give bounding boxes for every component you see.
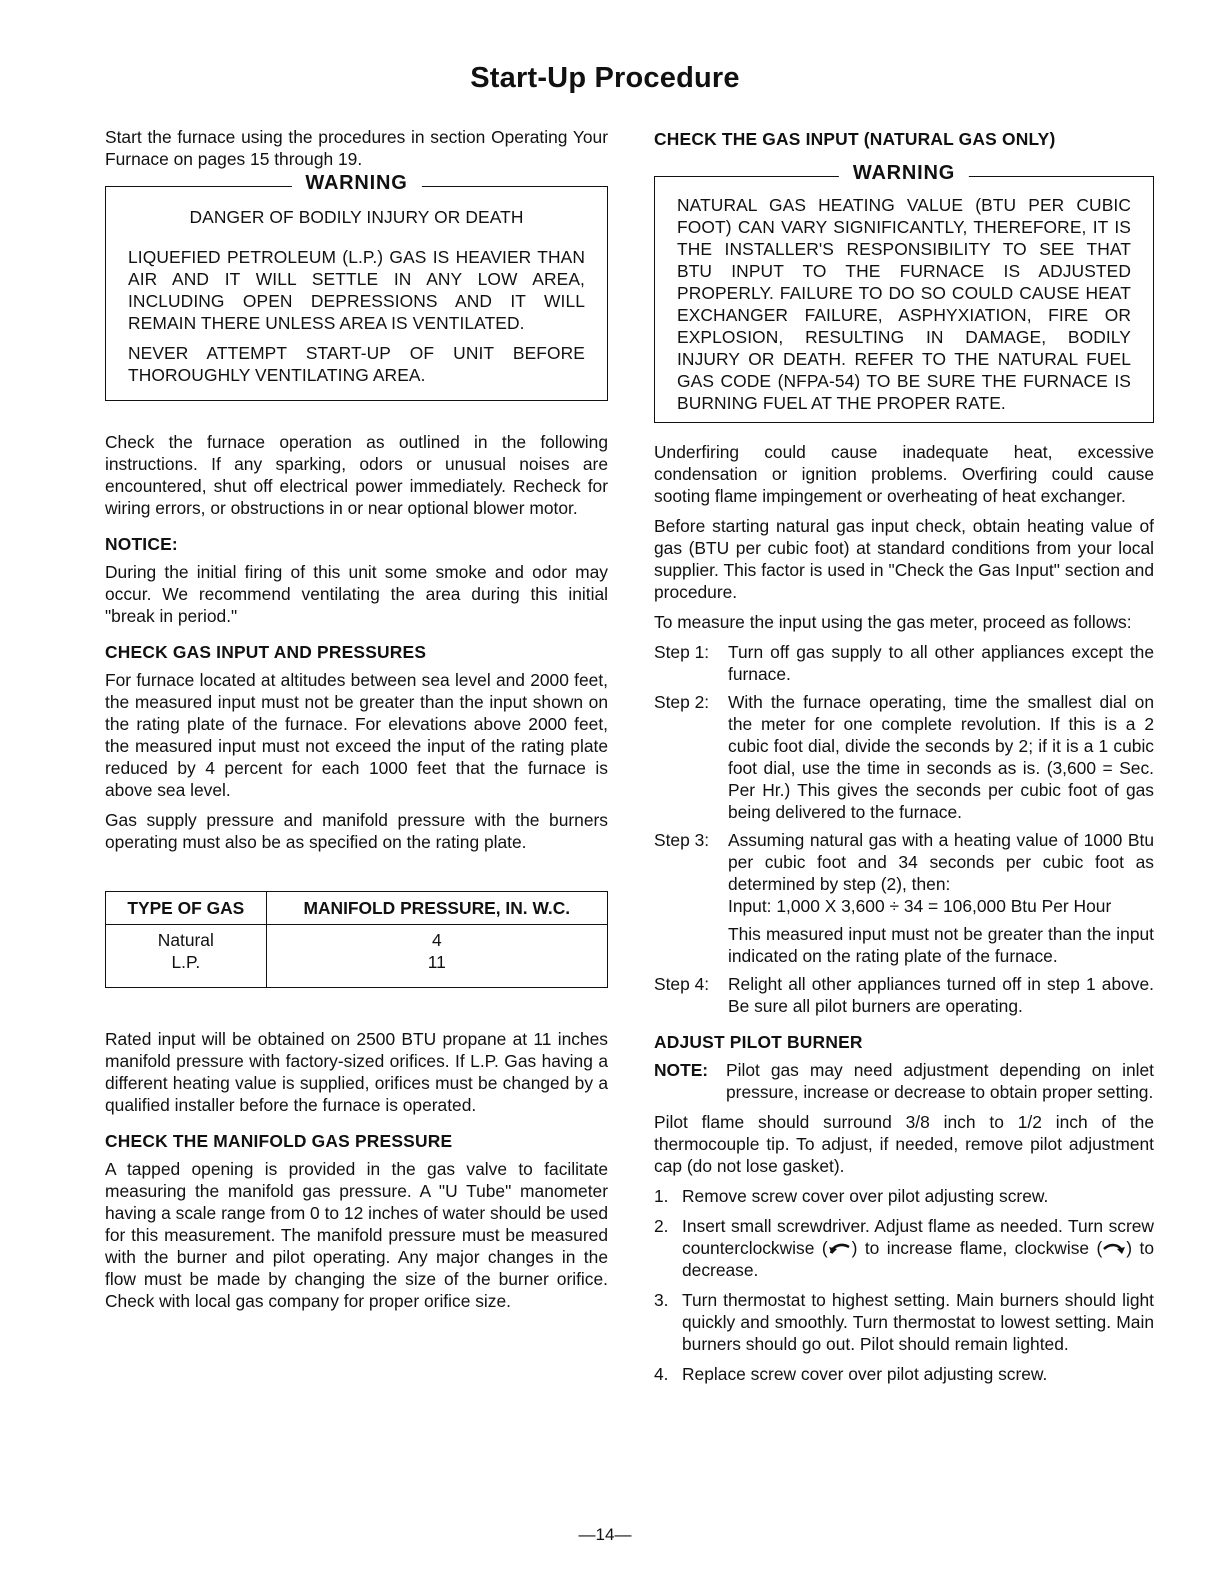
note-text: Pilot gas may need adjustment depending on inlet pressure, increase or decrease to obtain proper setting. xyxy=(726,1060,1154,1102)
step-text: Assuming natural gas with a heating value of 1000 Btu per cubic foot and 34 seconds per cubic foot as determined by step (2), then: xyxy=(728,830,1154,894)
list-text: Replace screw cover over pilot adjusting screw. xyxy=(682,1364,1048,1384)
right-column xyxy=(654,126,1154,1393)
note-label: NOTE: xyxy=(654,1060,709,1080)
list-text-part: Insert small screwdriver. Adjust flame as needed. Turn screw counterclockwise ( xyxy=(682,1216,1154,1258)
manifold-pressure-paragraph: A tapped opening is provided in the gas valve to facilitate measuring the manifold gas pressure. A "U Tube" manometer having a scale range from 0 to 12 inches of water should be used for this measurement. The manifold pressure must be measured with the burner and pilot operating. Any major changes in the flow must be made by changing the size of the burner orifice. Check with local gas company for proper orifice size. xyxy=(105,1159,608,1311)
natural-gas-warning-box xyxy=(654,162,1154,423)
input-note: This measured input must not be greater than the input indicated on the rating plate of the furnace. xyxy=(728,924,1154,966)
intro-paragraph: Start the furnace using the procedures in section Operating Your Furnace on pages 15 through 19. xyxy=(105,127,608,169)
step-text: Turn off gas supply to all other appliances except the furnace. xyxy=(728,642,1154,684)
list-number: 1. xyxy=(654,1186,669,1206)
table-row xyxy=(106,925,608,988)
gas-input-paragraph-2: Gas supply pressure and manifold pressure with the burners operating must also be as specified on the rating plate. xyxy=(105,810,608,852)
list-text: Turn thermostat to highest setting. Main burners should light quickly and smoothly. Turn thermostat to lowest setting. Main burners should go out. Pilot should remain lighted. xyxy=(682,1290,1154,1354)
list-text: Remove screw cover over pilot adjusting screw. xyxy=(682,1186,1049,1206)
warning-lp-paragraph: LIQUEFIED PETROLEUM (L.P.) GAS IS HEAVIER THAN AIR AND IT WILL SETTLE IN ANY LOW AREA, INCLUDING OPEN DEPRESSIONS AND IT WILL REMAIN THERE UNLESS AREA IS VENTILATED. xyxy=(128,247,585,333)
gas-input-natural-heading: CHECK THE GAS INPUT (NATURAL GAS ONLY) xyxy=(654,129,1056,149)
rated-input-paragraph: Rated input will be obtained on 2500 BTU propane at 11 inches manifold pressure with factory-sized orifices. If L.P. Gas having a different heating value is supplied, orifices must be changed by a qualified installer before the furnace is operated. xyxy=(105,1029,608,1115)
step-label: Step 4: xyxy=(654,974,710,994)
gas-input-heading: CHECK GAS INPUT AND PRESSURES xyxy=(105,642,427,662)
measure-intro-paragraph: To measure the input using the gas meter, proceed as follows: xyxy=(654,612,1132,632)
list-item xyxy=(654,1215,1154,1281)
step-3-body xyxy=(728,829,1154,967)
page-title: Start-Up Procedure xyxy=(470,62,740,94)
natural-gas-warning-text: NATURAL GAS HEATING VALUE (BTU PER CUBIC FOOT) CAN VARY SIGNIFICANTLY, THEREFORE, IT IS THE INSTALLER'S RESPONSIBILITY TO SEE THAT BTU INPUT TO THE FURNACE IS ADJUSTED PROPERLY. FAILURE TO DO SO COULD CAUSE HEAT EXCHANGER FAILURE, ASPHYXIATION, FIRE OR EXPLOSION, RESULTING IN DAMAGE, BODILY INJURY OR DEATH. REFER TO THE NATURAL FUEL GAS CODE (NFPA-54) TO BE SURE THE FURNACE IS BURNING FUEL AT THE PROPER RATE. xyxy=(677,195,1131,413)
step-item xyxy=(654,691,1154,823)
list-item xyxy=(654,1185,1154,1207)
table-header-gas-type: TYPE OF GAS xyxy=(106,892,267,925)
list-text-part: ) to decrease. xyxy=(682,1238,1154,1280)
adjust-pilot-heading: ADJUST PILOT BURNER xyxy=(654,1032,863,1052)
counterclockwise-arrow-icon xyxy=(828,1241,852,1255)
table-cell-pressures xyxy=(266,925,607,988)
pilot-steps-list xyxy=(654,1185,1154,1385)
left-column xyxy=(105,126,608,1320)
check-operation-paragraph: Check the furnace operation as outlined in the following instructions. If any sparking, odors or unusual noises are encountered, shut off electrical power immediately. Recheck for wiring errors, or obstructions in or near optional blower motor. xyxy=(105,432,608,518)
list-item xyxy=(654,1289,1154,1355)
list-number: 3. xyxy=(654,1290,669,1310)
step-item xyxy=(654,973,1154,1017)
gas-type-lp: L.P. xyxy=(171,952,201,972)
step-item xyxy=(654,829,1154,967)
table-header-pressure: MANIFOLD PRESSURE, IN. W.C. xyxy=(266,892,607,925)
list-item xyxy=(654,1363,1154,1385)
pressure-natural: 4 xyxy=(431,930,442,950)
manifold-pressure-table xyxy=(105,891,608,988)
notice-heading: NOTICE: xyxy=(105,534,178,554)
warning-subtitle: DANGER OF BODILY INJURY OR DEATH xyxy=(189,207,524,227)
lp-gas-warning-box xyxy=(105,172,608,401)
list-number: 4. xyxy=(654,1364,669,1384)
list-number: 2. xyxy=(654,1216,669,1236)
step-label: Step 3: xyxy=(654,830,710,850)
pressure-lp: 11 xyxy=(427,952,446,972)
list-text-part: ) to increase flame, clockwise ( xyxy=(851,1238,1103,1258)
table-cell-gas-types xyxy=(106,925,267,988)
warning-title: WARNING xyxy=(839,162,969,184)
page-number: —14— xyxy=(578,1525,632,1544)
list-text xyxy=(682,1215,1154,1281)
step-text: Relight all other appliances turned off in step 1 above. Be sure all pilot burners are operating. xyxy=(728,974,1154,1016)
pilot-note xyxy=(654,1059,1154,1103)
table-header-row xyxy=(106,892,608,925)
before-starting-paragraph: Before starting natural gas input check, obtain heating value of gas (BTU per cubic foot) at standard conditions from your local supplier. This factor is used in "Check the Gas Input" section and procedure. xyxy=(654,516,1154,602)
pilot-flame-paragraph: Pilot flame should surround 3/8 inch to 1/2 inch of the thermocouple tip. To adjust, if needed, remove pilot adjustment cap (do not lose gasket). xyxy=(654,1112,1154,1176)
clockwise-arrow-icon xyxy=(1102,1241,1126,1255)
input-formula: Input: 1,000 X 3,600 ÷ 34 = 106,000 Btu Per Hour xyxy=(728,896,1112,916)
manifold-pressure-heading: CHECK THE MANIFOLD GAS PRESSURE xyxy=(105,1131,453,1151)
step-label: Step 1: xyxy=(654,642,710,662)
step-text: With the furnace operating, time the smallest dial on the meter for one complete revolution. If this is a 2 cubic foot dial, divide the seconds by 2; if it is a 1 cubic foot dial, use the time in seconds as is. (3,600 = Sec. Per Hr.) This gives the seconds per cubic foot of gas being delivered to the furnace. xyxy=(728,692,1154,822)
warning-title: WARNING xyxy=(291,172,421,194)
notice-text: During the initial firing of this unit some smoke and odor may occur. We recommend ventilating the area during this initial "break in period." xyxy=(105,562,608,626)
underfiring-paragraph: Underfiring could cause inadequate heat, excessive condensation or ignition problems. Overfiring could cause sooting flame impingement or overheating of heat exchanger. xyxy=(654,442,1154,506)
step-item xyxy=(654,641,1154,685)
gas-input-paragraph-1: For furnace located at altitudes between sea level and 2000 feet, the measured input must not be greater than the input shown on the rating plate of the furnace. For elevations above 2000 feet, the measured input must not exceed the input of the rating plate reduced by 4 percent for each 1000 feet that the furnace is above sea level. xyxy=(105,670,608,800)
step-label: Step 2: xyxy=(654,692,710,712)
warning-startup-paragraph: NEVER ATTEMPT START-UP OF UNIT BEFORE THOROUGHLY VENTILATING AREA. xyxy=(128,343,585,385)
gas-type-natural: Natural xyxy=(157,930,214,950)
